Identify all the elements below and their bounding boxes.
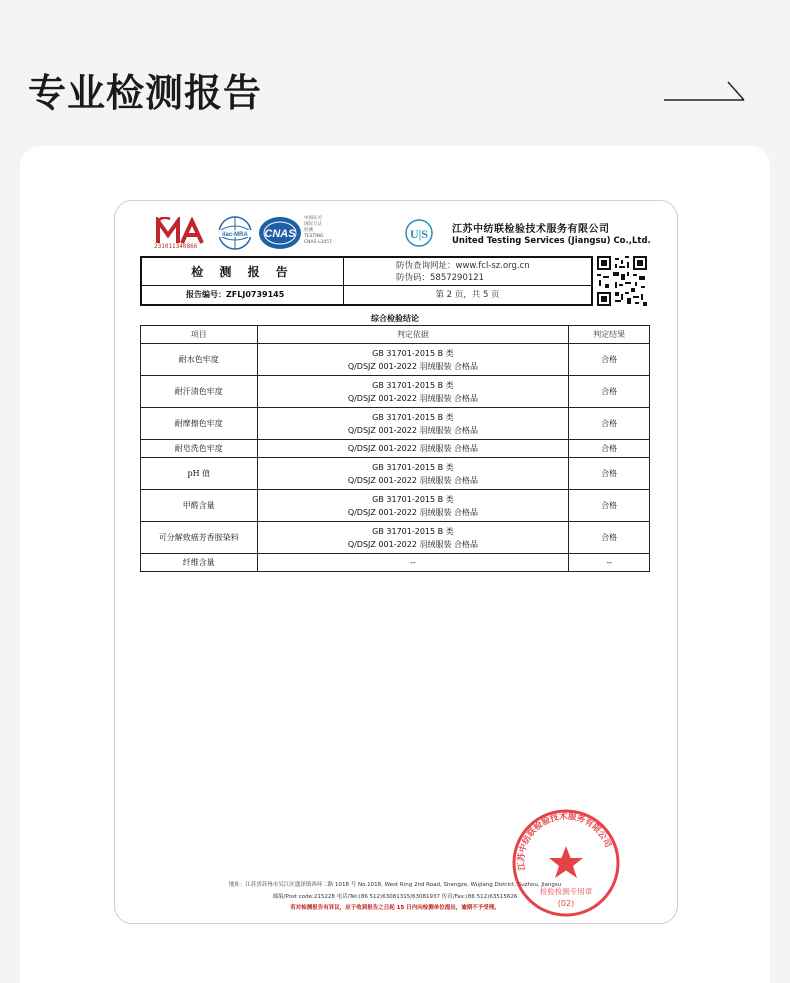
report-number: 报告编号：ZFLJ0739145 — [142, 286, 344, 304]
col-header-result: 判定结果 — [569, 326, 650, 344]
ilac-mra-logo — [216, 216, 254, 250]
cma-code: 231011340866 — [154, 243, 198, 250]
table-row: 耐汗渍色牢度 GB 31701-2015 B 类 Q/DSJZ 001-2022 羽绒服装 合格品 合格 — [141, 376, 650, 408]
col-header-basis: 判定依据 — [257, 326, 569, 344]
company-name-en: United Testing Services (Jiangsu) Co.,Ltd. — [452, 236, 651, 246]
page-title: 专业检测报告 — [28, 71, 263, 115]
report-header-table — [140, 256, 593, 306]
table-row: 耐摩擦色牢度 GB 31701-2015 B 类 Q/DSJZ 001-2022 羽绒服装 合格品 合格 — [141, 408, 650, 440]
table-header-row — [141, 326, 650, 344]
footer-notice: 若对检测报告有异议，应于收到报告之日起 15 日内向检测单位提出，逾期不予受理。 — [290, 905, 500, 911]
svg-text:ilac-MRA: ilac-MRA — [222, 232, 248, 238]
table-row: 纤维含量 -- -- — [141, 554, 650, 572]
report-title: 检 测 报 告 — [142, 258, 344, 286]
table-row: pH 值 GB 31701-2015 B 类 Q/DSJZ 001-2022 羽绒服装 合格品 合格 — [141, 458, 650, 490]
col-header-item: 项目 — [141, 326, 258, 344]
page-info: 第 2 页，共 5 页 — [435, 290, 500, 300]
uts-logo — [402, 218, 436, 248]
svg-text:检验检测专用章: 检验检测专用章 — [539, 887, 593, 896]
arrow-right-icon[interactable] — [664, 80, 746, 102]
svg-text:江苏中纺联检验技术服务有限公司: 江苏中纺联检验技术服务有限公司 — [516, 811, 613, 871]
results-table — [140, 325, 650, 572]
cnas-logo — [258, 216, 302, 250]
official-seal — [511, 808, 621, 918]
anti-fake-code: 防伪码：5857290121 — [396, 273, 485, 283]
table-row: 耐水色牢度 GB 31701-2015 B 类 Q/DSJZ 001-2022 羽绒服装 合格品 合格 — [141, 344, 650, 376]
section-title: 综合检验结论 — [371, 314, 419, 323]
table-row: 甲醛含量 GB 31701-2015 B 类 Q/DSJZ 001-2022 羽绒服装 合格品 合格 — [141, 490, 650, 522]
table-row: 耐皂洗色牢度 Q/DSJZ 001-2022 羽绒服装 合格品 合格 — [141, 440, 650, 458]
table-row: 可分解致癌芳香胺染料 GB 31701-2015 B 类 Q/DSJZ 001-2022 羽绒服装 合格品 合格 — [141, 522, 650, 554]
svg-text:CNAS: CNAS — [264, 228, 296, 240]
qr-code — [597, 256, 647, 306]
cnas-caption: 中国认可 国际互认 检测 TESTING CNAS L3457 — [304, 216, 332, 245]
svg-text:U|S: U|S — [410, 227, 428, 241]
anti-fake-site: 防伪查询网址：www.fcl-sz.org.cn — [396, 261, 530, 271]
company-name-cn: 江苏中纺联检验技术服务有限公司 — [452, 224, 610, 235]
anti-fake-info — [344, 258, 591, 286]
svg-text:(02): (02) — [557, 899, 575, 908]
footer-contact: 邮编/Post code:215228 电话/Tel:(86 512)63081315/63081937 传真/Fax:(86 512)63515626 — [272, 894, 518, 900]
footer-address: 地址：江苏省苏州市吴江区盛泽镇西环二路 1018 号 No.1018, West Ring 2nd Road, Shengze, Wujiang District, Suzhou, Jiangsu — [228, 882, 562, 888]
